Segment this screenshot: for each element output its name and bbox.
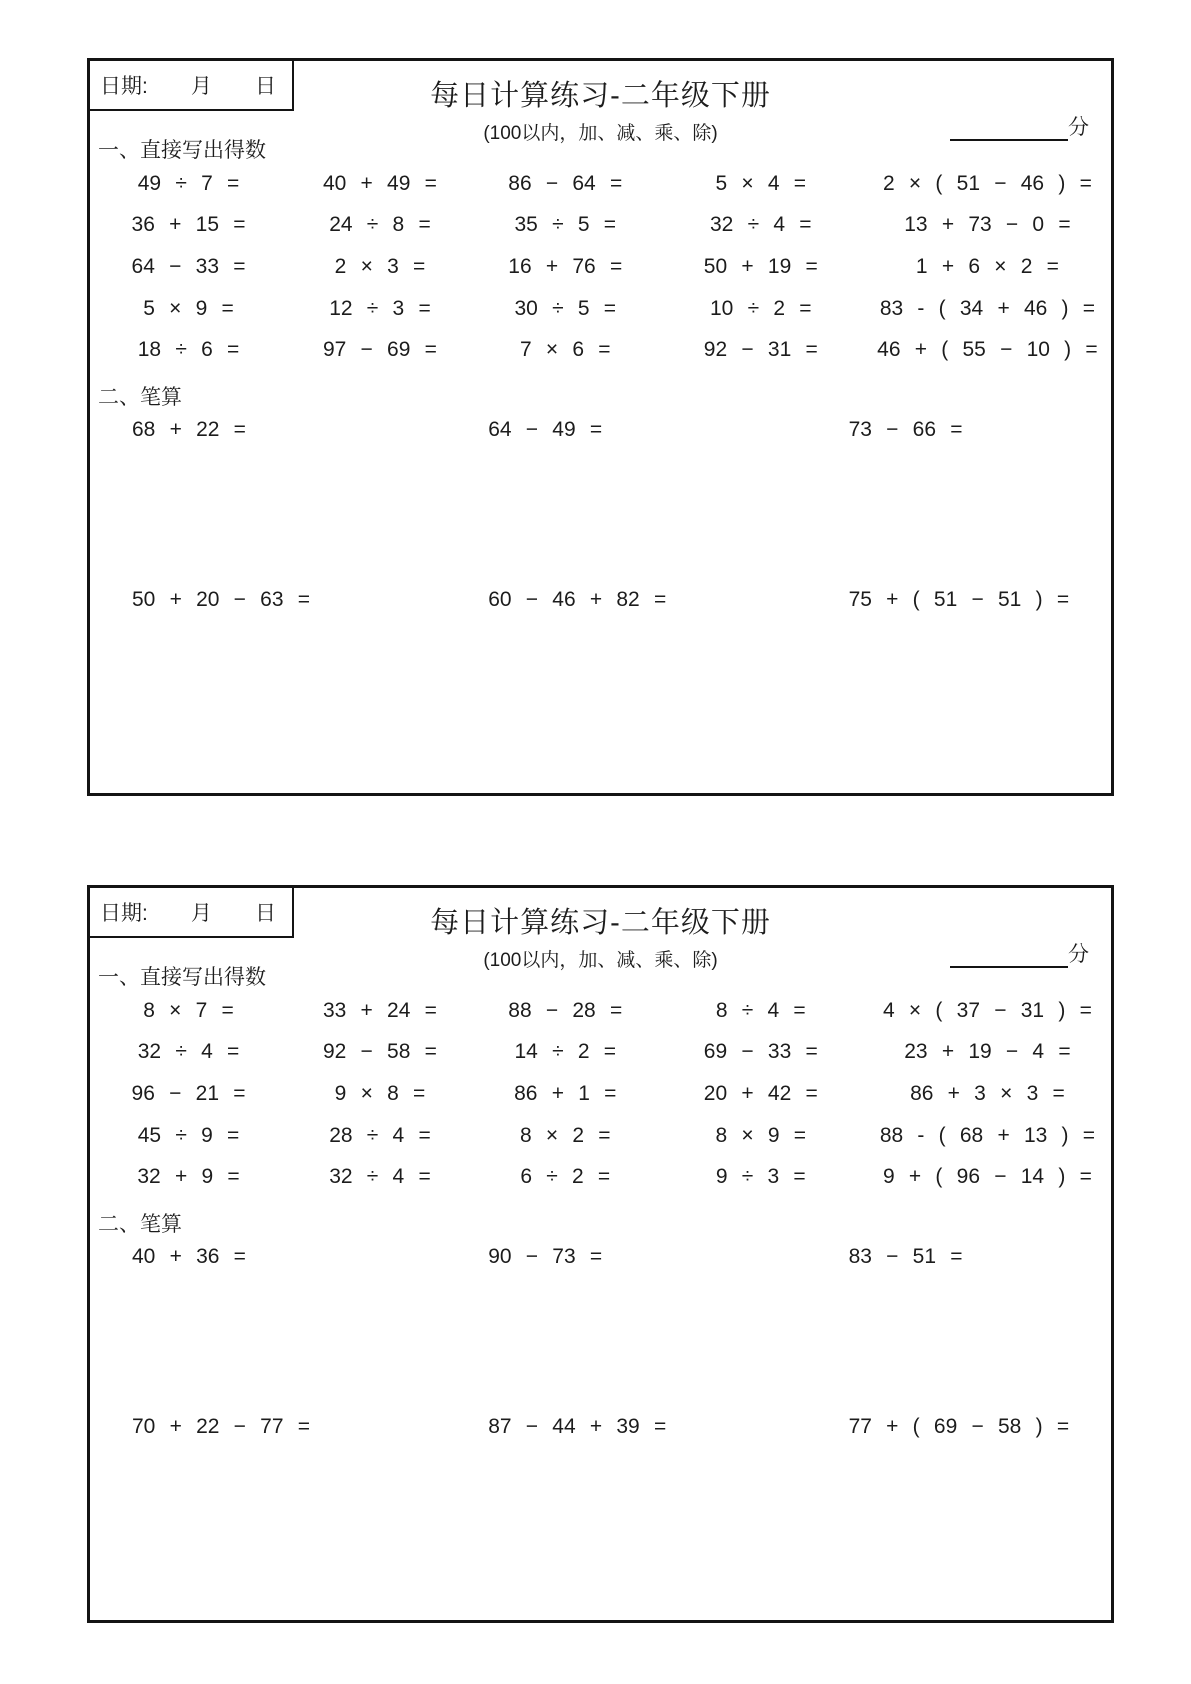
worksheet-title: 每日计算练习-二年级下册 bbox=[430, 80, 771, 112]
oral-row bbox=[90, 338, 1111, 362]
oral-problem: 5 × 9 = bbox=[143, 297, 234, 320]
oral-problem: 30 ÷ 5 = bbox=[514, 297, 617, 320]
section2-title: 二、笔算 bbox=[98, 1213, 182, 1236]
oral-problem: 86 + 3 × 3 = bbox=[910, 1082, 1065, 1105]
score-area bbox=[950, 111, 1089, 141]
oral-row bbox=[90, 255, 1111, 279]
oral-problem: 14 ÷ 2 = bbox=[514, 1040, 617, 1063]
oral-problem: 23 + 19 − 4 = bbox=[904, 1040, 1071, 1063]
oral-problem: 33 + 24 = bbox=[322, 999, 437, 1022]
oral-problem: 7 × 6 = bbox=[519, 338, 611, 361]
written-problem: 73 − 66 = bbox=[848, 418, 963, 441]
oral-problem: 20 + 42 = bbox=[703, 1082, 818, 1105]
oral-row bbox=[90, 1165, 1111, 1189]
oral-problem: 2 × ( 51 − 46 ) = bbox=[883, 172, 1092, 195]
oral-problem: 4 × ( 37 − 31 ) = bbox=[883, 999, 1092, 1022]
oral-problem: 88 - ( 68 + 13 ) = bbox=[879, 1124, 1096, 1147]
day-label: 日 bbox=[255, 75, 276, 98]
oral-problem: 32 + 9 = bbox=[137, 1165, 240, 1188]
written-problem: 68 + 22 = bbox=[132, 418, 246, 441]
oral-problem: 8 × 9 = bbox=[715, 1124, 807, 1147]
month-label: 月 bbox=[190, 75, 212, 98]
section1-title: 一、直接写出得数 bbox=[98, 966, 266, 989]
oral-problem: 9 ÷ 3 = bbox=[715, 1165, 806, 1188]
oral-row bbox=[90, 213, 1111, 237]
oral-row bbox=[90, 999, 1111, 1023]
oral-problem: 8 ÷ 4 = bbox=[715, 999, 806, 1022]
written-problem: 90 − 73 = bbox=[488, 1245, 603, 1268]
oral-problem: 46 + ( 55 − 10 ) = bbox=[877, 338, 1098, 361]
oral-row bbox=[90, 1082, 1111, 1106]
oral-problem: 9 + ( 96 − 14 ) = bbox=[883, 1165, 1092, 1188]
oral-row bbox=[90, 1124, 1111, 1148]
score-blank-line bbox=[950, 943, 1068, 968]
oral-problem: 18 ÷ 6 = bbox=[137, 338, 240, 361]
oral-row bbox=[90, 172, 1111, 196]
oral-row bbox=[90, 297, 1111, 321]
written-problem: 40 + 36 = bbox=[132, 1245, 246, 1268]
oral-problem: 92 − 58 = bbox=[322, 1040, 437, 1063]
oral-problem: 83 - ( 34 + 46 ) = bbox=[879, 297, 1096, 320]
written-row bbox=[90, 1245, 1111, 1269]
oral-problem: 32 ÷ 4 = bbox=[710, 213, 812, 236]
worksheet-page-2 bbox=[87, 885, 1114, 1623]
oral-problem: 36 + 15 = bbox=[131, 213, 246, 236]
oral-problem: 50 + 19 = bbox=[703, 255, 818, 278]
section2-title: 二、笔算 bbox=[98, 386, 182, 409]
oral-problem: 13 + 73 − 0 = bbox=[904, 213, 1071, 236]
oral-problem: 24 ÷ 8 = bbox=[329, 213, 431, 236]
written-problem: 87 − 44 + 39 = bbox=[488, 1415, 667, 1438]
written-problem: 75 + ( 51 − 51 ) = bbox=[848, 588, 1070, 611]
oral-problem: 35 ÷ 5 = bbox=[514, 213, 617, 236]
oral-problem: 64 − 33 = bbox=[131, 255, 246, 278]
score-suffix: 分 bbox=[1068, 116, 1089, 139]
score-suffix: 分 bbox=[1068, 943, 1089, 966]
worksheet-page-1 bbox=[87, 58, 1114, 796]
score-blank-line bbox=[950, 116, 1068, 141]
oral-problem: 32 ÷ 4 = bbox=[137, 1040, 240, 1063]
oral-problem: 86 − 64 = bbox=[508, 172, 623, 195]
oral-problem: 2 × 3 = bbox=[334, 255, 426, 278]
section1-title: 一、直接写出得数 bbox=[98, 139, 266, 162]
worksheet-subtitle: (100以内，加、减、乘、除) bbox=[483, 123, 718, 144]
written-problem: 50 + 20 − 63 = bbox=[132, 588, 311, 611]
oral-row bbox=[90, 1040, 1111, 1064]
oral-problem: 16 + 76 = bbox=[508, 255, 623, 278]
oral-problem: 8 × 2 = bbox=[519, 1124, 611, 1147]
oral-problem: 5 × 4 = bbox=[715, 172, 807, 195]
score-area bbox=[950, 938, 1089, 968]
oral-problem: 28 ÷ 4 = bbox=[329, 1124, 431, 1147]
written-problem: 64 − 49 = bbox=[488, 418, 603, 441]
oral-problem: 1 + 6 × 2 = bbox=[915, 255, 1059, 278]
written-row bbox=[90, 588, 1111, 612]
oral-problem: 96 − 21 = bbox=[131, 1082, 246, 1105]
oral-problem: 12 ÷ 3 = bbox=[329, 297, 431, 320]
day-label: 日 bbox=[255, 902, 276, 925]
written-problem: 70 + 22 − 77 = bbox=[132, 1415, 311, 1438]
oral-problem: 97 − 69 = bbox=[322, 338, 437, 361]
written-problem: 77 + ( 69 − 58 ) = bbox=[848, 1415, 1070, 1438]
date-label: 日期: bbox=[100, 902, 148, 925]
date-label: 日期: bbox=[100, 75, 148, 98]
oral-problem: 40 + 49 = bbox=[322, 172, 437, 195]
oral-problem: 9 × 8 = bbox=[334, 1082, 426, 1105]
worksheet-subtitle: (100以内，加、减、乘、除) bbox=[483, 950, 718, 971]
written-row bbox=[90, 418, 1111, 442]
oral-problem: 69 − 33 = bbox=[703, 1040, 818, 1063]
oral-problem: 32 ÷ 4 = bbox=[329, 1165, 431, 1188]
oral-problem: 86 + 1 = bbox=[514, 1082, 617, 1105]
oral-problem: 49 ÷ 7 = bbox=[137, 172, 240, 195]
written-problem: 83 − 51 = bbox=[848, 1245, 963, 1268]
worksheet-title: 每日计算练习-二年级下册 bbox=[430, 907, 771, 939]
written-row bbox=[90, 1415, 1111, 1439]
oral-problem: 10 ÷ 2 = bbox=[710, 297, 812, 320]
oral-problem: 88 − 28 = bbox=[508, 999, 623, 1022]
oral-problem: 45 ÷ 9 = bbox=[137, 1124, 240, 1147]
oral-problem: 6 ÷ 2 = bbox=[520, 1165, 611, 1188]
oral-problem: 8 × 7 = bbox=[143, 999, 234, 1022]
month-label: 月 bbox=[190, 902, 212, 925]
oral-problem: 92 − 31 = bbox=[703, 338, 818, 361]
written-problem: 60 − 46 + 82 = bbox=[488, 588, 667, 611]
